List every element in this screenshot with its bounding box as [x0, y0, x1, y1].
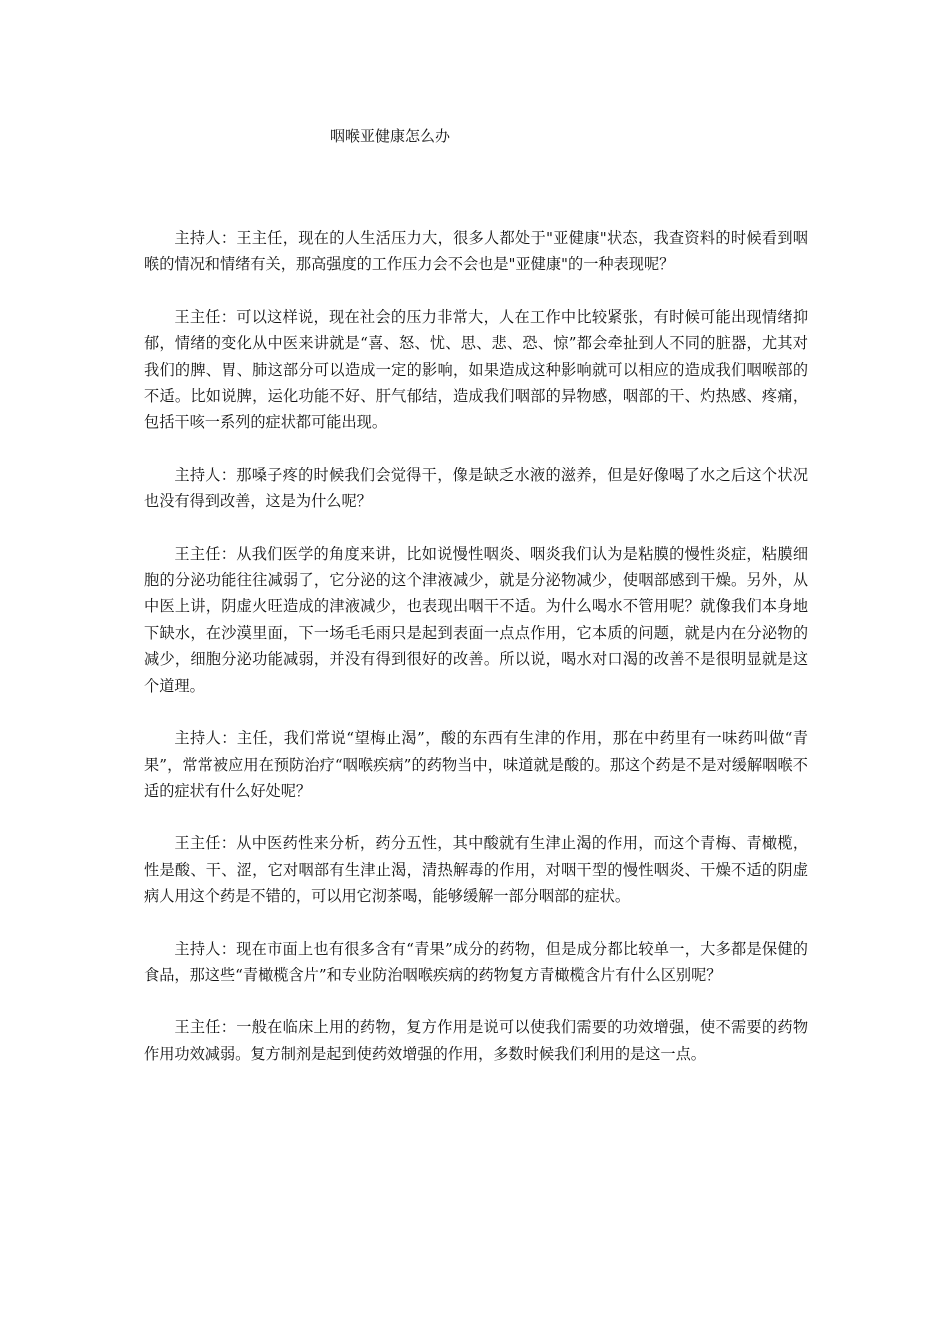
- paragraph-host-question-1: 主持人：王主任，现在的人生活压力大，很多人都处于"亚健康"状态，我查资料的时候看到咽喉的情况和情绪有关，那高强度的工作压力会不会也是"亚健康"的一种表现呢？: [144, 229, 808, 274]
- paragraph-doctor-answer-4: 王主任：一般在临床上用的药物，复方作用是说可以使我们需要的功效增强，使不需要的药物作用功效减弱。复方制剂是起到使药效增强的作用，多数时候我们利用的是这一点。: [144, 1018, 808, 1063]
- paragraph-doctor-answer-3: 王主任：从中医药性来分析，药分五性，其中酸就有生津止渴的作用，而这个青梅、青橄榄，性是酸、干、涩，它对咽部有生津止渴，清热解毒的作用，对咽干型的慢性咽炎、干燥不适的阴虚病人用这个药是不错的，可以用它沏茶喝，能够缓解一部分咽部的症状。: [144, 834, 808, 906]
- paragraph-doctor-answer-1: 王主任：可以这样说，现在社会的压力非常大，人在工作中比较紧张，有时候可能出现情绪抑郁，情绪的变化从中医来讲就是“喜、怒、忧、思、悲、恐、惊”都会牵扯到人不同的脏器，尤其对我们的脾、胃、肺这部分可以造成一定的影响，如果造成这种影响就可以相应的造成我们咽喉部的不适。比如说脾，运化功能不好、肝气郁结，造成我们咽部的异物感，咽部的干、灼热感、疼痛，包括干咳一系列的症状都可能出现。: [144, 307, 808, 432]
- paragraph-host-question-4: 主持人：现在市面上也有很多含有“青果”成分的药物，但是成分都比较单一，大多都是保健的食品，那这些“青橄榄含片”和专业防治咽喉疾病的药物复方青橄榄含片有什么区别呢？: [144, 939, 808, 984]
- paragraph-host-question-3: 主持人：主任，我们常说“望梅止渴”，酸的东西有生津的作用，那在中药里有一味药叫做“青果”，常常被应用在预防治疗“咽喉疾病”的药物当中，味道就是酸的。那这个药是不是对缓解咽喉不适的症状有什么好处呢？: [144, 729, 808, 800]
- paragraph-doctor-answer-2: 王主任：从我们医学的角度来讲，比如说慢性咽炎、咽炎我们认为是粘膜的慢性炎症，粘膜细胞的分泌功能往往减弱了，它分泌的这个津液减少，就是分泌物减少，使咽部感到干燥。另外，从中医上讲，阴虚火旺造成的津液减少，也表现出咽干不适。为什么喝水不管用呢？就像我们本身地下缺水，在沙漠里面，下一场毛毛雨只是起到表面一点点作用，它本质的问题，就是内在分泌物的减少，细胞分泌功能减弱，并没有得到很好的改善。所以说，喝水对口渴的改善不是很明显就是这个道理。: [144, 544, 808, 695]
- paragraph-host-question-2: 主持人：那嗓子疼的时候我们会觉得干，像是缺乏水液的滋养，但是好像喝了水之后这个状况也没有得到改善，这是为什么呢？: [144, 465, 808, 511]
- document-title: 咽喉亚健康怎么办: [330, 127, 451, 145]
- document-body: [144, 225, 808, 1093]
